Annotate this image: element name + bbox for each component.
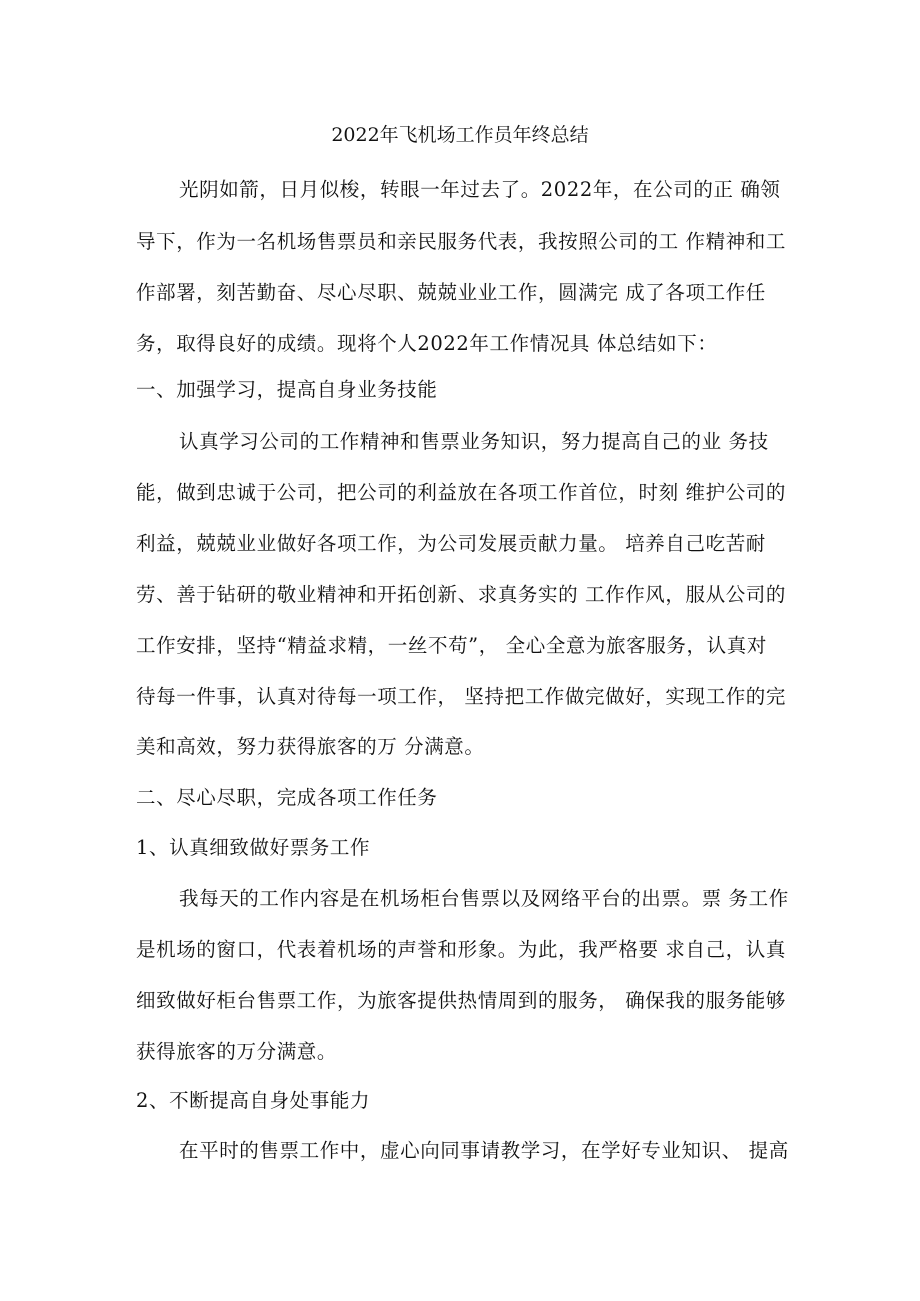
- paragraph-line: 务，取得良好的成绩。现将个人2022年工作情况具 体总结如下：: [136, 332, 718, 355]
- section-heading: 一、加强学习，提高自身业务技能: [136, 378, 438, 401]
- paragraph-line: 导下，作为一名机场售票员和亲民服务代表，我按照公司的工 作精神和工: [136, 230, 786, 253]
- paragraph-line: 美和高效，努力获得旅客的万 分满意。: [136, 735, 485, 758]
- paragraph-line: 利益，兢兢业业做好各项工作，为公司发展贡献力量。 培养自己吃苦耐: [136, 532, 766, 555]
- paragraph-line: 工作安排，坚持“精益求精，一丝不苟”， 全心全意为旅客服务，认真对: [136, 634, 767, 657]
- paragraph-line: 我每天的工作内容是在机场柜台售票以及网络平台的出票。票 务工作: [179, 887, 789, 910]
- paragraph-line: 是机场的窗口，代表着机场的声誉和形象。为此，我严格要 求自己，认真: [136, 938, 786, 961]
- paragraph-line: 作部署，刻苦勤奋、尽心尽职、兢兢业业工作，圆满完 成了各项工作任: [136, 281, 766, 304]
- paragraph-line: 能，做到忠诚于公司，把公司的利益放在各项工作首位，时刻 维护公司的: [136, 481, 786, 504]
- paragraph-line: 在平时的售票工作中，虚心向同事请教学习，在学好专业知识、 提高: [179, 1139, 789, 1162]
- section-heading: 二、尽心尽职，完成各项工作任务: [136, 786, 438, 809]
- paragraph-line: 待每一件事，认真对待每一项工作， 坚持把工作做完做好，实现工作的完: [136, 685, 786, 708]
- paragraph-line: 认真学习公司的工作精神和售票业务知识，努力提高自己的业 务技: [179, 430, 769, 453]
- paragraph-line: 劳、善于钻研的敬业精神和开拓创新、求真务实的 工作作风，服从公司的: [136, 583, 786, 606]
- subsection-heading: 2、不断提高自身处事能力: [136, 1089, 371, 1112]
- subsection-heading: 1、认真细致做好票务工作: [136, 836, 371, 859]
- paragraph-line: 获得旅客的万分满意。: [136, 1040, 338, 1063]
- paragraph-line: 细致做好柜台售票工作，为旅客提供热情周到的服务， 确保我的服务能够: [136, 989, 786, 1012]
- document-title: 2022年飞机场工作员年终总结: [331, 124, 589, 146]
- paragraph-line: 光阴如箭，日月似梭，转眼一年过去了。2022年，在公司的正 确领: [179, 178, 781, 201]
